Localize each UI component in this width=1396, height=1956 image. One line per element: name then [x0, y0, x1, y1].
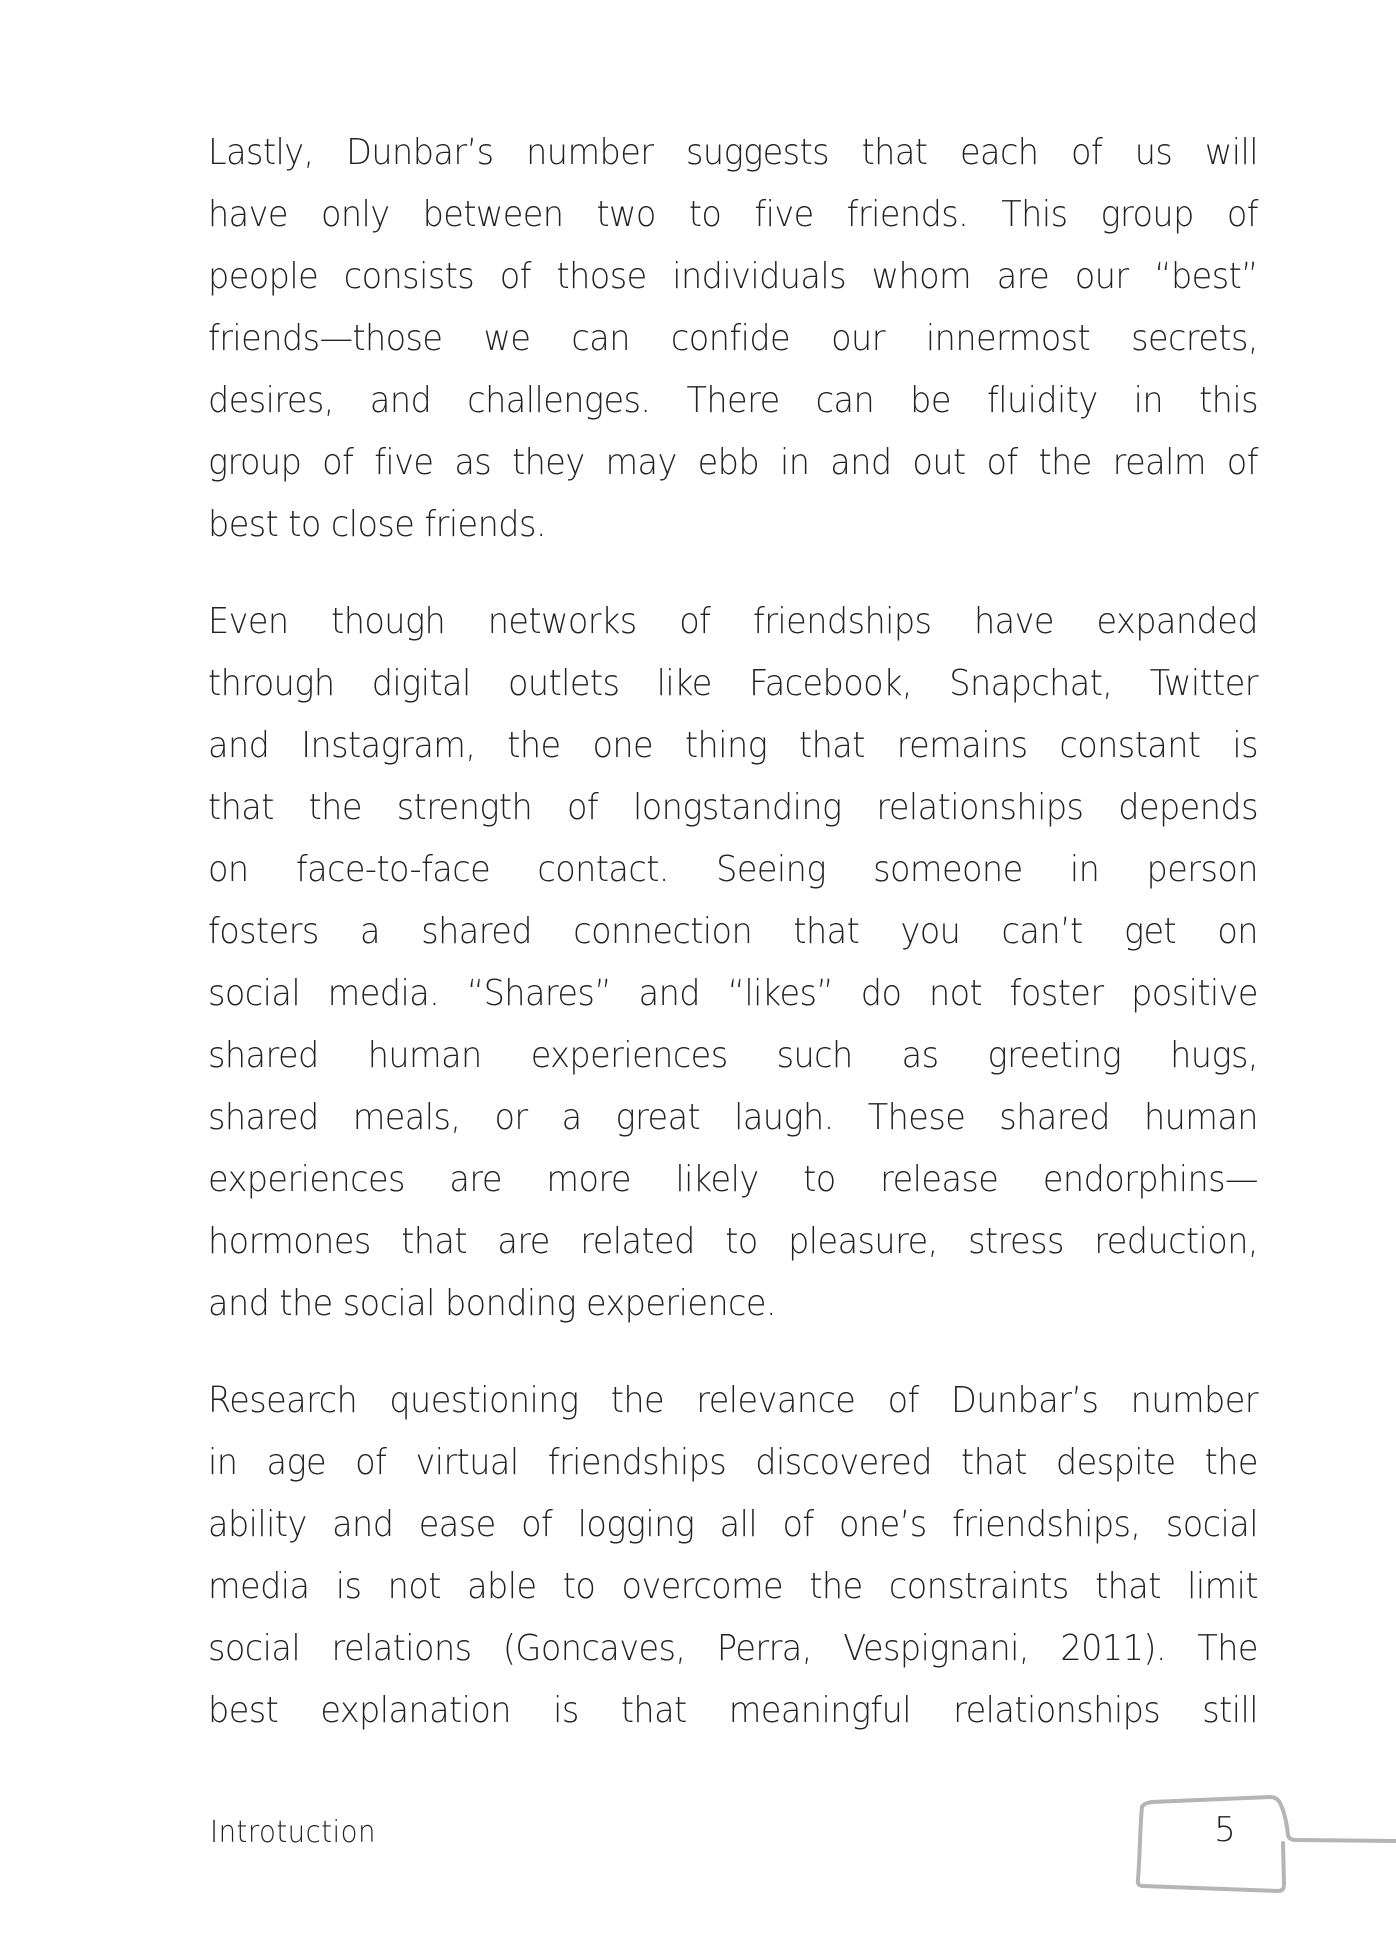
text-line: experiences are more likely to release endorphins—	[208, 1159, 1258, 1200]
text-line: best to close friends.	[208, 504, 546, 545]
text-line: on face-to-face contact. Seeing someone in person	[208, 849, 1258, 890]
text-line: and the social bonding experience.	[208, 1283, 777, 1324]
text-line: that the strength of longstanding relationships depends	[208, 787, 1258, 828]
text-line: people consists of those individuals whom are our “best”	[208, 256, 1258, 297]
text-line: and Instagram, the one thing that remains constant is	[208, 725, 1258, 766]
text-line: in age of virtual friendships discovered that despite the	[208, 1442, 1258, 1483]
text-line: social media. “Shares” and “likes” do not foster positive	[208, 973, 1258, 1014]
text-line: best explanation is that meaningful relationships still	[208, 1690, 1258, 1731]
text-line: ability and ease of logging all of one’s friendships, social	[208, 1504, 1258, 1545]
page-tab-outline-icon	[1120, 1785, 1396, 1900]
text-line: hormones that are related to pleasure, stress reduction,	[208, 1221, 1258, 1262]
text-line: Lastly, Dunbar’s number suggests that each of us will	[208, 132, 1258, 173]
text-line: have only between two to five friends. This group of	[208, 194, 1258, 235]
text-line: social relations (Goncaves, Perra, Vespignani, 2011). The	[208, 1628, 1258, 1669]
text-line: desires, and challenges. There can be fluidity in this	[208, 380, 1258, 421]
text-line: media is not able to overcome the constraints that limit	[208, 1566, 1258, 1607]
paragraph-research-virtual-friendships	[208, 1370, 1258, 1742]
text-line: group of five as they may ebb in and out of the realm of	[208, 442, 1258, 483]
text-line: shared meals, or a great laugh. These shared human	[208, 1097, 1258, 1138]
text-line: Even though networks of friendships have expanded	[208, 601, 1258, 642]
paragraph-dunbar-best-friends	[208, 122, 1258, 556]
page-number: 5	[1214, 1810, 1236, 1850]
paragraph-face-to-face	[208, 591, 1258, 1335]
text-line: Research questioning the relevance of Dunbar’s number	[208, 1380, 1258, 1421]
page-number-tab	[1120, 1785, 1396, 1900]
footer-section-label: Introtuction	[210, 1815, 376, 1850]
text-line: friends—those we can confide our innermost secrets,	[208, 318, 1258, 359]
text-line: fosters a shared connection that you can’t get on	[208, 911, 1258, 952]
text-line: through digital outlets like Facebook, Snapchat, Twitter	[208, 663, 1258, 704]
text-line: shared human experiences such as greeting hugs,	[208, 1035, 1258, 1076]
body-text	[208, 122, 1258, 1777]
